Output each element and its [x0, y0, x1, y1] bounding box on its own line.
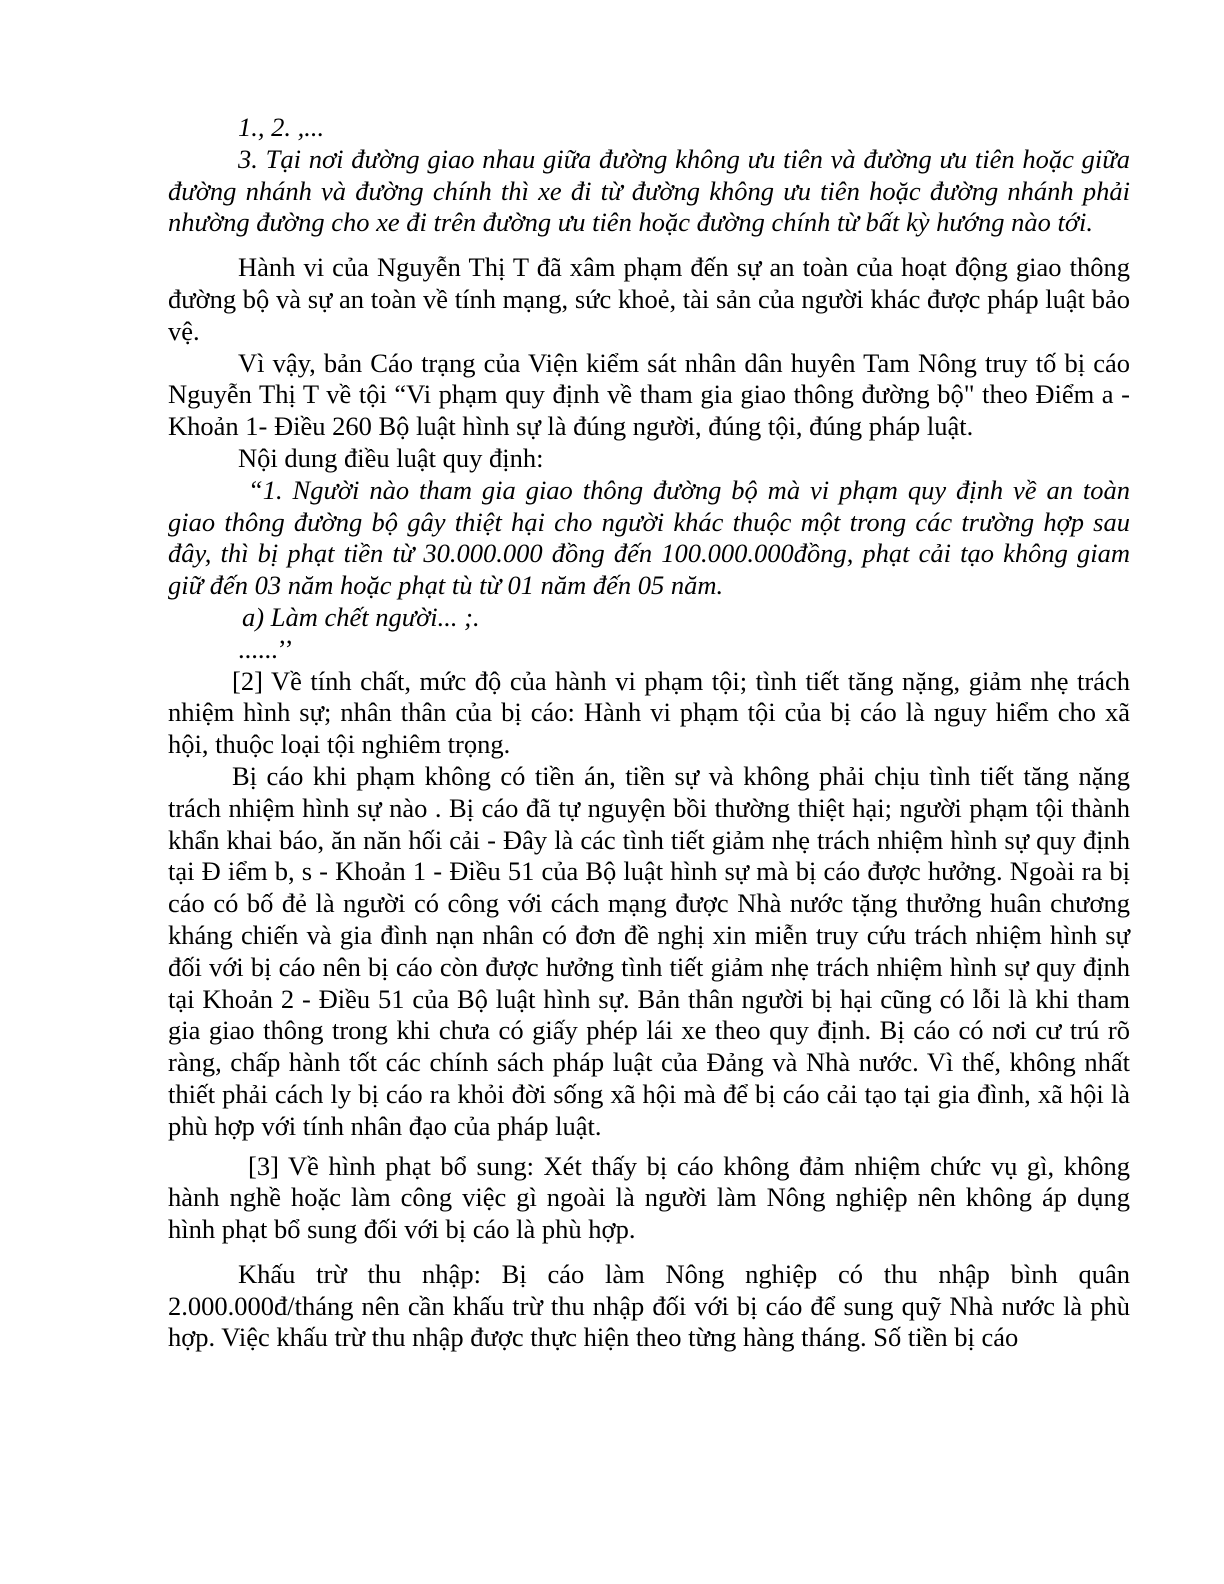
legal-quote-item-a: a) Làm chết người... ;.	[242, 601, 480, 632]
legal-quote-clause-1: “1. Người nào tham gia giao thông đường bộ mà vi phạm quy định về an toàn giao thông đường bộ gây thiệt hại cho người khác thuộc một trong các trường hợp sau đây, thì bị phạt tiền từ 30.000.000 đồng đến 100.000.000đồng, phạt cải tạo không giam giữ đến 03 năm hoặc phạt tù từ 01 năm đến 05 năm.	[168, 474, 1130, 601]
body-paragraph-mitigation: Bị cáo khi phạm không có tiền án, tiền sự và không phải chịu tình tiết tăng nặng trách nhiệm hình sự nào . Bị cáo đã tự nguyện bồi thường thiệt hại; người phạm tội thành khẩn khai báo, ăn năn hối cải - Đây là các tình tiết giảm nhẹ trách nhiệm hình sự quy định tại Đ iểm b, s - Khoản 1 - Điều 51 của Bộ luật hình sự mà bị cáo được hưởng. Ngoài ra bị cáo có bố đẻ là người có công với cách mạng được Nhà nước tặng thưởng huân chương kháng chiến và gia đình nạn nhân có đơn đề nghị xin miễn truy cứu trách nhiệm hình sự đối với bị cáo nên bị cáo còn được hưởng tình tiết giảm nhẹ trách nhiệm hình sự quy định tại Khoản 2 - Điều 51 của Bộ luật hình sự. Bản thân người bị hại cũng có lỗi là khi tham gia giao thông trong khi chưa có giấy phép lái xe theo quy định. Bị cáo có nơi cư trú rõ ràng, chấp hành tốt các chính sách pháp luật của Đảng và Nhà nước. Vì thế, không nhất thiết phải cách ly bị cáo ra khỏi đời sống xã hội mà để bị cáo cải tạo tại gia đình, xã hội là phù hợp với tính nhân đạo của pháp luật.	[168, 760, 1130, 1141]
legal-quote-ellipsis: ......’’	[238, 633, 294, 664]
body-paragraph-income-deduction: Khấu trừ thu nhập: Bị cáo làm Nông nghiệp có thu nhập bình quân 2.000.000đ/tháng nên cần khấu trừ thu nhập đối với bị cáo để sung quỹ Nhà nước là phù hợp. Việc khấu trừ thu nhập được thực hiện theo từng hàng tháng. Số tiền bị cáo	[168, 1258, 1130, 1353]
body-paragraph-section-2: [2] Về tính chất, mức độ của hành vi phạm tội; tình tiết tăng nặng, giảm nhẹ trách nhiệm hình sự; nhân thân của bị cáo: Hành vi phạm tội của bị cáo là nguy hiểm cho xã hội, thuộc loại tội nghiêm trọng.	[168, 665, 1130, 760]
body-paragraph-section-3: [3] Về hình phạt bổ sung: Xét thấy bị cáo không đảm nhiệm chức vụ gì, không hành nghề hoặc làm công việc gì ngoài là người làm Nông nghiệp nên không áp dụng hình phạt bổ sung đối với bị cáo là phù hợp.	[168, 1150, 1130, 1245]
body-paragraph-indictment: Vì vậy, bản Cáo trạng của Viện kiểm sát nhân dân huyên Tam Nông truy tố bị cáo Nguyễn Thị T về tội “Vi phạm quy định về tham gia giao thông đường bộ" theo Điểm a - Khoản 1- Điều 260 Bộ luật hình sự là đúng người, đúng tội, đúng pháp luật.	[168, 347, 1130, 442]
document-page	[168, 112, 1130, 1354]
legal-clause-numbers: 1., 2. ,...	[238, 112, 325, 142]
body-paragraph-law-intro: Nội dung điều luật quy định:	[238, 442, 544, 473]
legal-clause-3: 3. Tại nơi đường giao nhau giữa đường không ưu tiên và đường ưu tiên hoặc giữa đường nhánh và đường chính thì xe đi từ đường không ưu tiên hoặc đường nhánh phải nhường đường cho xe đi trên đường ưu tiên hoặc đường chính từ bất kỳ hướng nào tới.	[168, 143, 1130, 238]
body-paragraph-offense: Hành vi của Nguyễn Thị T đã xâm phạm đến sự an toàn của hoạt động giao thông đường bộ và sự an toàn về tính mạng, sức khoẻ, tài sản của người khác được pháp luật bảo vệ.	[168, 252, 1130, 346]
